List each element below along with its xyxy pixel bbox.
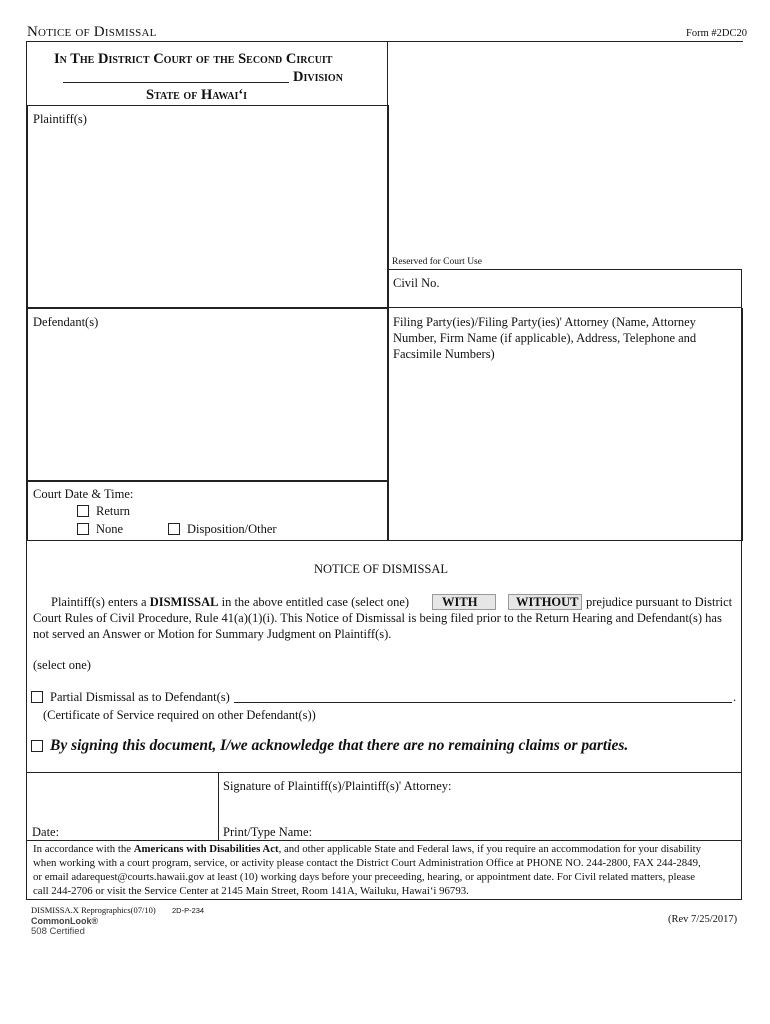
partial-defendants-field[interactable] <box>234 689 732 703</box>
plaintiff-label: Plaintiff(s) <box>33 112 87 126</box>
commonlook-label: CommonLook® <box>31 916 99 926</box>
right-border-top <box>741 308 743 541</box>
date-field[interactable] <box>66 823 214 839</box>
defendant-field[interactable] <box>30 332 384 478</box>
civil-no-field[interactable] <box>450 274 735 302</box>
court-name: In The District Court of the Second Circuit <box>54 51 333 67</box>
notice-heading: NOTICE OF DISMISSAL <box>314 562 449 576</box>
state-label: State of Hawai‘i <box>146 87 248 103</box>
print-name-label: Print/Type Name: <box>223 825 313 839</box>
none-checkbox[interactable] <box>77 523 89 535</box>
certificate-note: (Certificate of Service required on other Defendant(s)) <box>43 708 316 722</box>
return-label: Return <box>96 504 131 518</box>
division-field[interactable] <box>63 69 289 83</box>
ada-line-3: or email adarequest@courts.hawaii.gov at least (10) working days before your preceeding, hearing, or appointment date. For Civil related matters, please <box>33 871 696 883</box>
notice-line-1-end: prejudice pursuant to District <box>586 595 733 609</box>
none-label: None <box>96 522 124 536</box>
partial-dismissal-checkbox[interactable] <box>31 691 43 703</box>
select-one-label: (select one) <box>33 658 91 672</box>
filing-party-field[interactable] <box>392 366 738 536</box>
revision-label: (Rev 7/25/2017) <box>668 914 738 925</box>
partial-period: . <box>733 690 737 704</box>
certified-label: 508 Certified <box>31 926 85 937</box>
date-label: Date: <box>32 825 60 839</box>
middle-divider <box>387 105 389 541</box>
acknowledge-checkbox[interactable] <box>31 740 43 752</box>
partial-dismissal-label: Partial Dismissal as to Defendant(s) <box>50 690 230 704</box>
reserved-label: Reserved for Court Use <box>392 257 482 267</box>
defendant-label: Defendant(s) <box>33 315 99 329</box>
left-border <box>26 105 28 541</box>
court-date-label: Court Date & Time: <box>33 487 134 501</box>
signature-label: Signature of Plaintiff(s)/Plaintiff(s)' Attorney: <box>223 779 452 793</box>
notice-line-3: not served an Answer or Motion for Summary Judgment on Plaintiff(s). <box>33 627 392 641</box>
filing-party-label: Filing Party(ies)/Filing Party(ies)' Attorney (Name, Attorney Number, Firm Name (if applicable), Address, Telephone and Facsimile Numbers) <box>393 315 697 361</box>
acknowledge-label: By signing this document, I/we acknowledge that there are no remaining claims or parties. <box>50 737 629 754</box>
reprographics-label: DISMISSA.X Reprographics(07/10) <box>31 905 156 915</box>
form-code: 2D-P-234 <box>172 906 205 915</box>
signature-divider <box>218 772 219 841</box>
ada-line-2: when working with a court program, service, or activity please contact the District Court Administration Office at PHONE NO. 244-2800, FAX 244-2849, <box>33 857 701 869</box>
ada-line-1: In accordance with the Americans with Disabilities Act, and other applicable State and Federal laws, if you require an accommodation for your disability <box>33 843 702 855</box>
disposition-checkbox[interactable] <box>168 523 180 535</box>
court-date-divider <box>26 480 388 482</box>
signature-field[interactable] <box>222 797 737 823</box>
notice-line-1: Plaintiff(s) enters a DISMISSAL in the above entitled case (select one) <box>51 595 410 609</box>
plaintiff-field[interactable] <box>30 128 384 308</box>
disposition-label: Disposition/Other <box>187 522 277 536</box>
civil-no-label: Civil No. <box>393 276 440 290</box>
without-label: WITHOUT <box>516 595 579 609</box>
print-name-field[interactable] <box>318 823 736 839</box>
form-number: Form #2DC20 <box>686 28 747 39</box>
division-label: Division <box>293 69 343 85</box>
party-divider <box>26 307 388 309</box>
return-checkbox[interactable] <box>77 505 89 517</box>
ada-line-4: call 244-2706 or visit the Service Center at 2145 Main Street, Room 141A, Wailuku, Hawai‘i 96793. <box>33 885 469 897</box>
with-label: WITH <box>442 595 478 609</box>
form-title: Notice of Dismissal <box>27 24 157 40</box>
notice-line-2: Court Rules of Civil Procedure, Rule 41(a)(1)(i). This Notice of Dismissal is being filed prior to the Return Hearing and Defendant(s) has <box>33 611 722 625</box>
